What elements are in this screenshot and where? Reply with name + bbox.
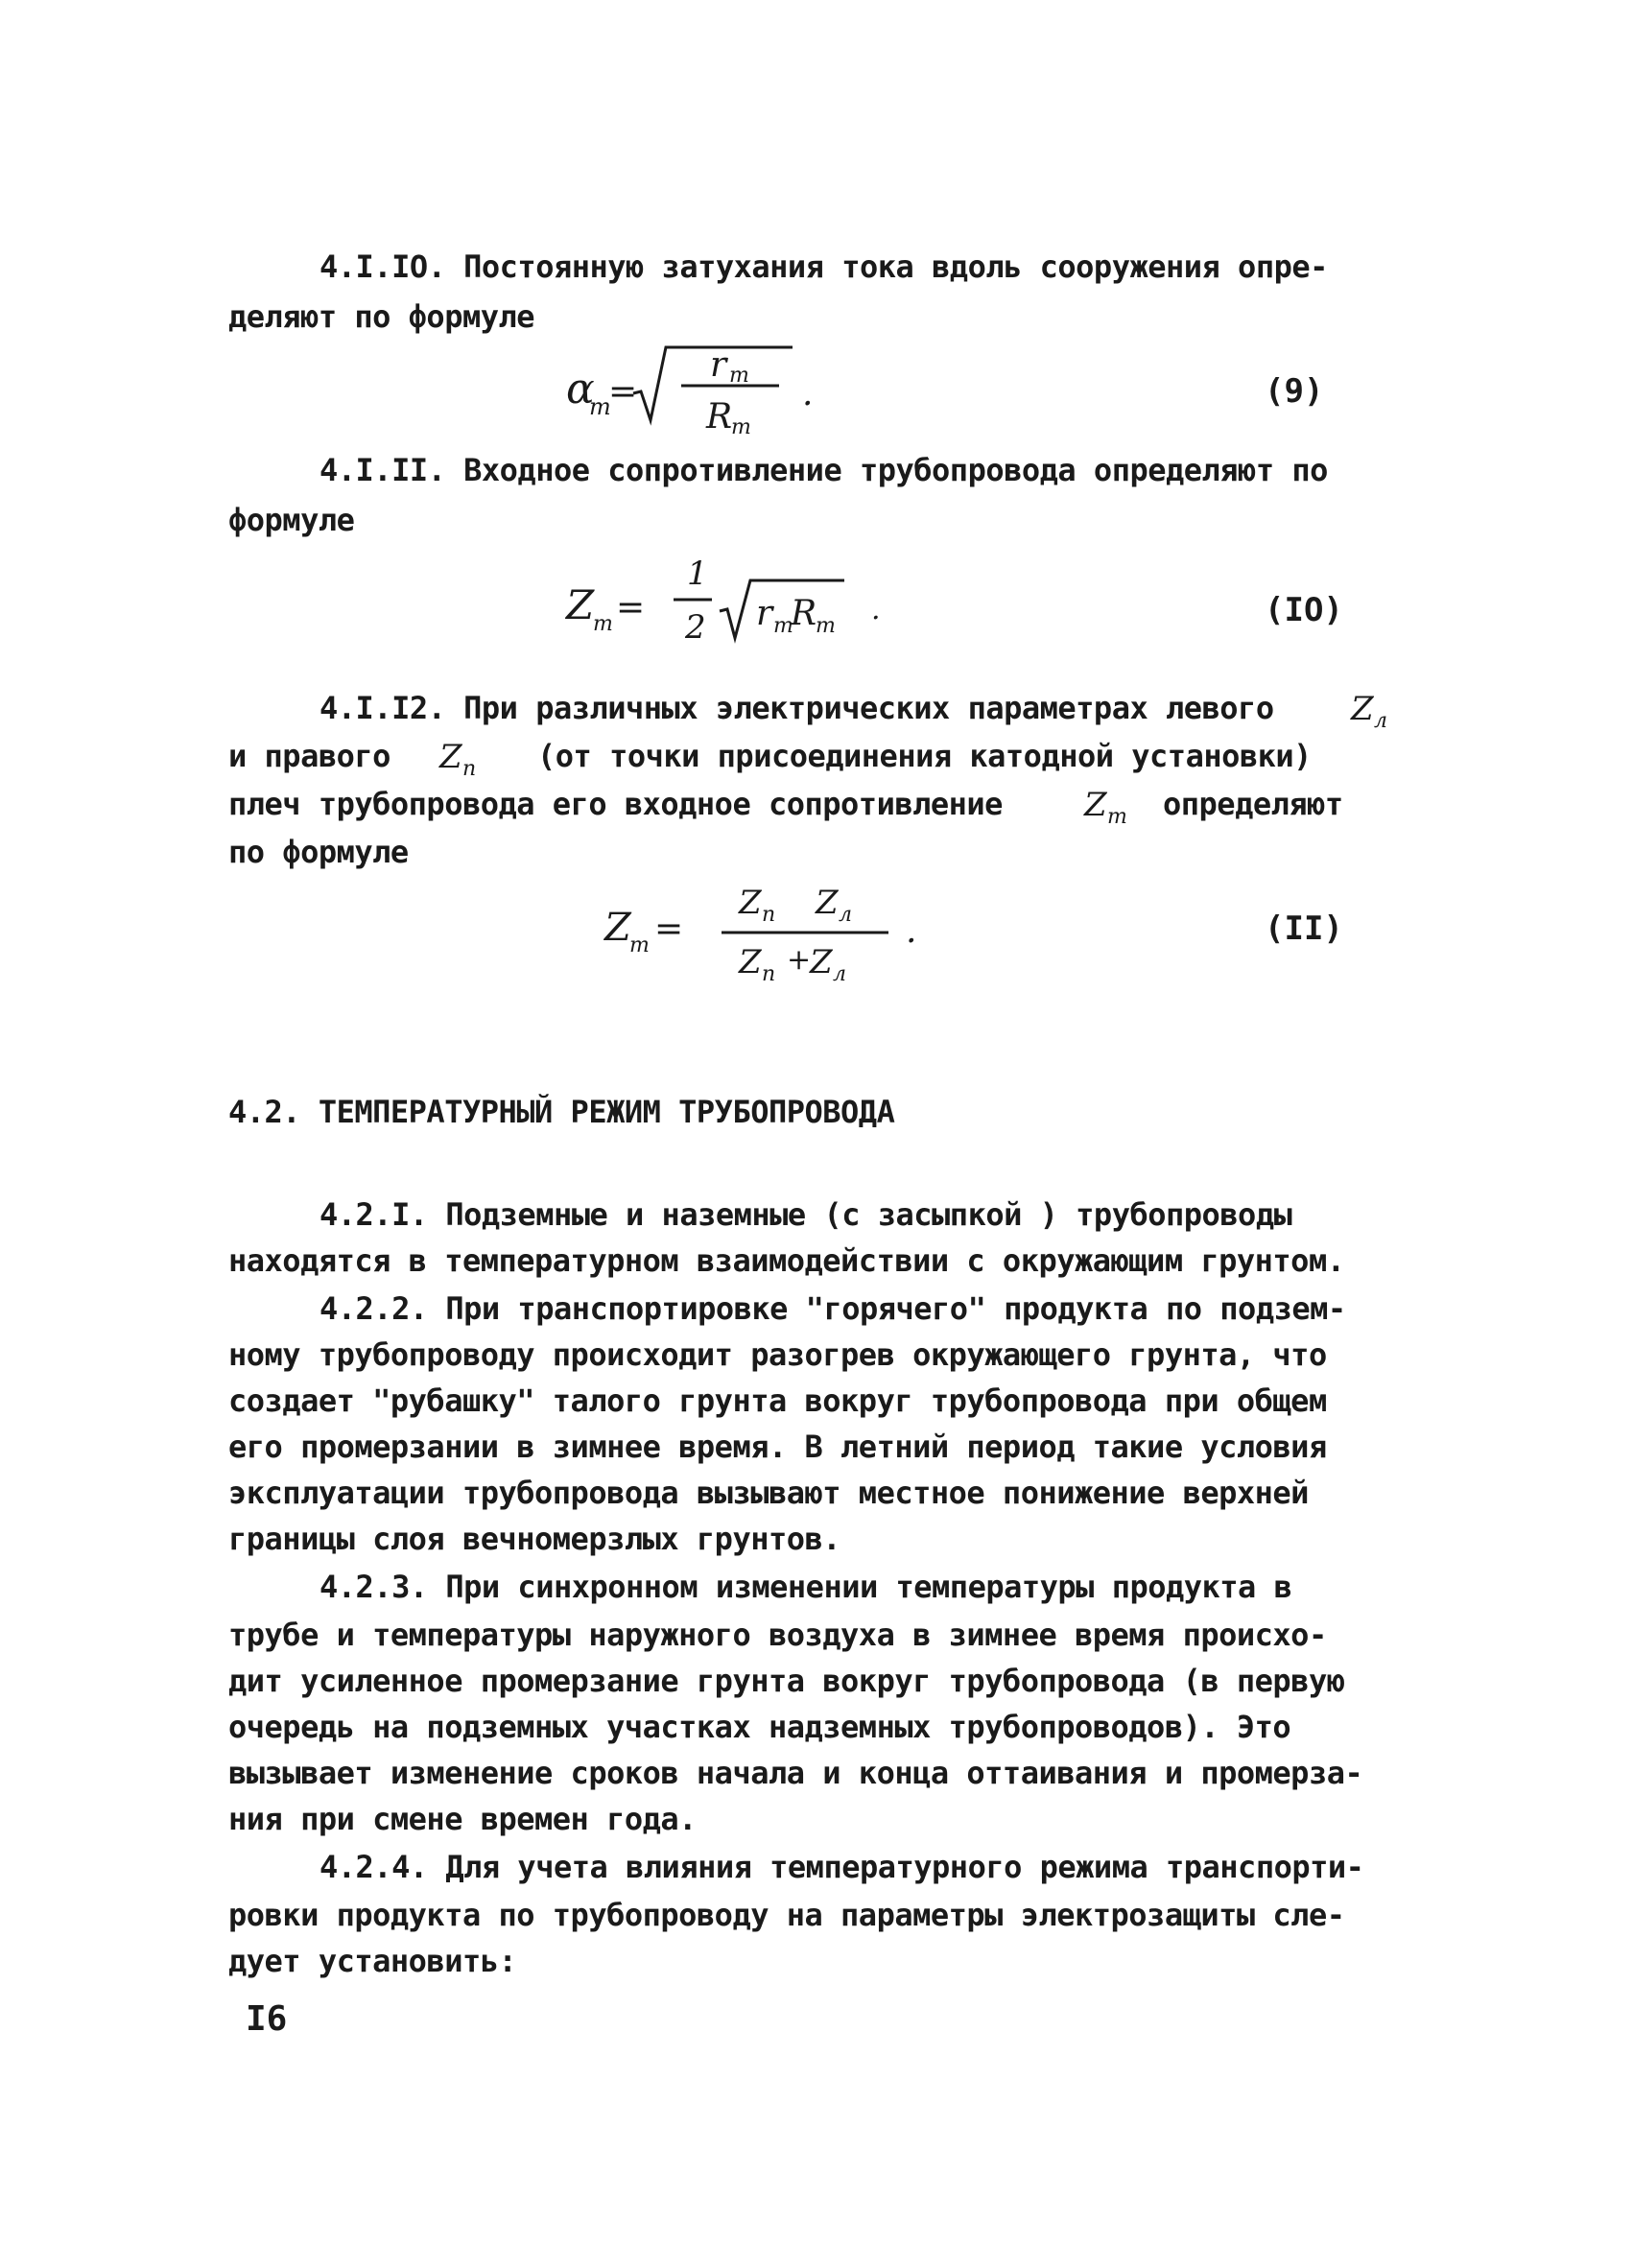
svg-text:=: =: [616, 588, 646, 627]
para-4111-line-1: 4.I.II. Входное сопротивление трубопровода определяют по: [320, 452, 1328, 488]
svg-text:R: R: [791, 594, 817, 633]
svg-text:.: .: [802, 374, 814, 413]
page-number: I6: [246, 1999, 288, 2039]
svg-text:т: т: [816, 614, 836, 638]
svg-text:Z: Z: [739, 884, 762, 922]
symbol-zp-inline: [439, 731, 497, 779]
svg-text:=: =: [654, 910, 684, 949]
svg-text:+: +: [787, 943, 812, 977]
para-424-line-3: дует установить:: [228, 1943, 517, 1979]
formula-9-denominator: R: [706, 397, 733, 437]
svg-text:=: =: [608, 372, 638, 412]
svg-text:п: п: [762, 903, 776, 927]
para-424-line-1: 4.2.4. Для учета влияния температурного режима транспорти-: [320, 1849, 1364, 1885]
formula-11-lhs: Z: [604, 906, 631, 950]
svg-text:Z: Z: [739, 943, 762, 981]
para-4112-line-2b: (от точки присоединения катодной установки): [537, 738, 1312, 774]
para-4110-line-2: деляют по формуле: [228, 298, 535, 335]
para-422-line-2: ному трубопроводу происходит разогрев окружающего грунта, что: [228, 1336, 1327, 1373]
svg-text:л: л: [1374, 709, 1388, 733]
para-4110-line-1: 4.I.IO. Постоянную затухания тока вдоль сооружения опре-: [320, 248, 1328, 285]
svg-text:л: л: [833, 962, 847, 986]
para-423-line-5: вызывает изменение сроков начала и конца оттаивания и промерза-: [228, 1755, 1363, 1791]
para-423-line-6: ния при смене времен года.: [228, 1801, 697, 1837]
svg-text:Z: Z: [816, 884, 839, 922]
svg-text:л: л: [839, 903, 853, 927]
para-423-line-4: очередь на подземных участках надземных трубопроводов). Это: [228, 1709, 1291, 1745]
formula-11: [604, 873, 969, 988]
svg-text:п: п: [462, 757, 477, 781]
equation-number-11: (II): [1265, 910, 1343, 948]
symbol-zt-inline: [1084, 779, 1142, 827]
section-heading: 4.2. ТЕМПЕРАТУРНЫЙ РЕЖИМ ТРУБОПРОВОДА: [228, 1094, 895, 1130]
para-4112-line-3a: плеч трубопровода его входное сопротивление: [228, 786, 1003, 822]
para-421-line-2: находятся в температурном взаимодействии с окружающим грунтом.: [228, 1242, 1345, 1279]
equation-number-10: (IO): [1265, 591, 1343, 629]
svg-text:Z: Z: [439, 738, 462, 776]
formula-10: [566, 552, 911, 657]
para-422-line-5: эксплуатации трубопровода вызывают местное понижение верхней: [228, 1475, 1309, 1511]
para-4112-line-3b: определяют: [1163, 786, 1343, 822]
formula-9-lhs: α: [566, 365, 595, 413]
para-422-line-1: 4.2.2. При транспортировке "горячего" продукта по подзем-: [320, 1290, 1346, 1327]
svg-text:.: .: [906, 911, 917, 951]
formula-9-lhs-sub: т: [589, 393, 611, 420]
svg-text:т: т: [593, 612, 613, 636]
para-421-line-1: 4.2.I. Подземные и наземные (с засыпкой ) трубопроводы: [320, 1196, 1292, 1233]
svg-text:.: .: [871, 593, 881, 626]
formula-10-lhs: Z: [566, 581, 595, 628]
para-423-line-2: трубе и температуры наружного воздуха в зимнее время происхо-: [228, 1617, 1327, 1653]
svg-text:Z: Z: [1351, 690, 1374, 728]
para-423-line-3: дит усиленное промерзание грунта вокруг трубопровода (в первую: [228, 1663, 1345, 1699]
svg-text:Z: Z: [810, 943, 833, 981]
svg-text:Z: Z: [1084, 786, 1107, 824]
svg-text:т: т: [629, 933, 650, 957]
svg-text:т: т: [773, 614, 793, 638]
equation-number-9: (9): [1265, 372, 1324, 411]
formula-10-two: 2: [685, 608, 706, 647]
para-4112-line-2a: и правого: [228, 738, 390, 774]
svg-text:п: п: [762, 962, 776, 986]
formula-10-one: 1: [687, 555, 708, 593]
para-422-line-3: создает "рубашку" талого грунта вокруг трубопровода при общем: [228, 1382, 1327, 1419]
para-424-line-2: ровки продукта по трубопроводу на параметры электрозащиты сле-: [228, 1897, 1345, 1933]
svg-text:т: т: [731, 415, 751, 439]
svg-text:r: r: [756, 594, 773, 633]
para-422-line-6: границы слоя вечномерзлых грунтов.: [228, 1521, 841, 1557]
formula-9-numerator: r: [710, 345, 727, 385]
para-4111-line-2: формуле: [228, 502, 355, 538]
symbol-zl-inline: [1351, 683, 1408, 731]
para-4112-line-4: по формуле: [228, 834, 409, 870]
svg-text:т: т: [1107, 805, 1127, 829]
formula-9: [566, 336, 854, 441]
svg-text:т: т: [729, 364, 749, 388]
para-4112-line-1: 4.I.I2. При различных электрических параметрах левого: [320, 690, 1274, 726]
para-422-line-4: его промерзании в зимнее время. В летний период такие условия: [228, 1429, 1327, 1465]
para-423-line-1: 4.2.3. При синхронном изменении температуры продукта в: [320, 1569, 1292, 1605]
